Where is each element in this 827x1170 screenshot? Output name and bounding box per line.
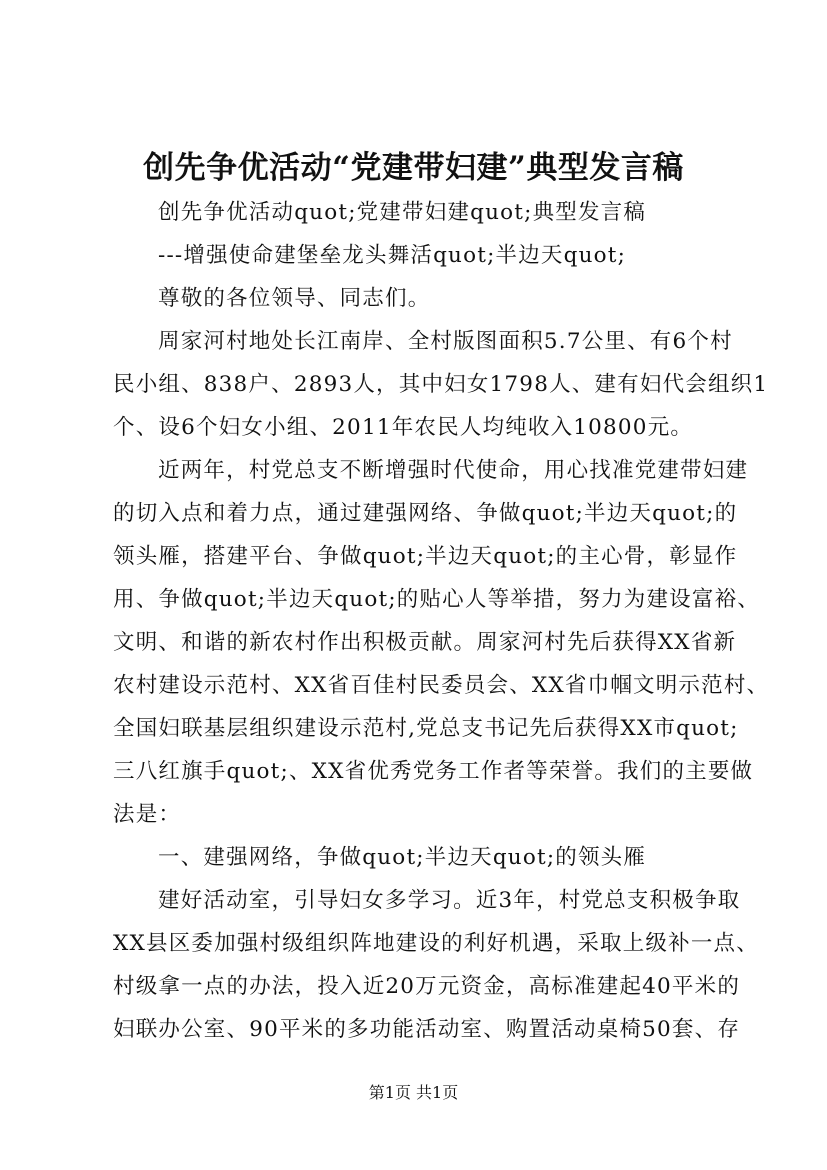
body-line: 三八红旗手quot;、XX省优秀党务工作者等荣誉。我们的主要做 (113, 759, 754, 784)
section-heading: 一、建强网络，争做quot;半边天quot;的领头雁 (158, 845, 647, 870)
body-line: 妇联办公室、90平米的多功能活动室、购置活动桌椅50套、存 (113, 1017, 741, 1042)
body-line: 农村建设示范村、XX省百佳村民委员会、XX省巾帼文明示范村、 (113, 673, 770, 698)
body-line: 村级拿一点的办法，投入近20万元资金，高标准建起40平米的 (113, 974, 741, 999)
body-line: 近两年，村党总支不断增强时代使命，用心找准党建带妇建 (158, 458, 749, 483)
body-line: XX县区委加强村级组织阵地建设的利好机遇，采取上级补一点、 (113, 931, 759, 956)
body-line: 全国妇联基层组织建设示范村,党总支书记先后获得XX市quot; (113, 716, 739, 741)
body-line: ---增强使命建堡垒龙头舞活quot;半边天quot; (158, 243, 627, 268)
body-line: 创先争优活动quot;党建带妇建quot;典型发言稿 (158, 200, 647, 225)
body-line: 的切入点和着力点，通过建强网络、争做quot;半边天quot;的 (113, 501, 738, 526)
body-line: 法是： (113, 802, 182, 827)
body-line: 建好活动室，引导妇女多学习。近3年，村党总支积极争取 (158, 888, 741, 913)
body-line: 用、争做quot;半边天quot;的贴心人等举措，努力为建设富裕、 (113, 587, 760, 612)
body-line: 文明、和谐的新农村作出积极贡献。周家河村先后获得XX省新 (113, 630, 737, 655)
body-line: 个、设6个妇女小组、2011年农民人均纯收入10800元。 (113, 415, 694, 440)
body-line: 尊敬的各位领导、同志们。 (158, 286, 431, 311)
body-line: 民小组、838户、2893人，其中妇女1798人、建有妇代会组织1 (113, 372, 769, 397)
document-title: 创先争优活动“党建带妇建”典型发言稿 (143, 150, 684, 186)
page-footer: 第1页 共1页 (368, 1083, 459, 1102)
body-line: 领头雁，搭建平台、争做quot;半边天quot;的主心骨，彰显作 (113, 544, 738, 569)
body-line: 周家河村地处长江南岸、全村版图面积5.7公里、有6个村 (158, 329, 733, 354)
